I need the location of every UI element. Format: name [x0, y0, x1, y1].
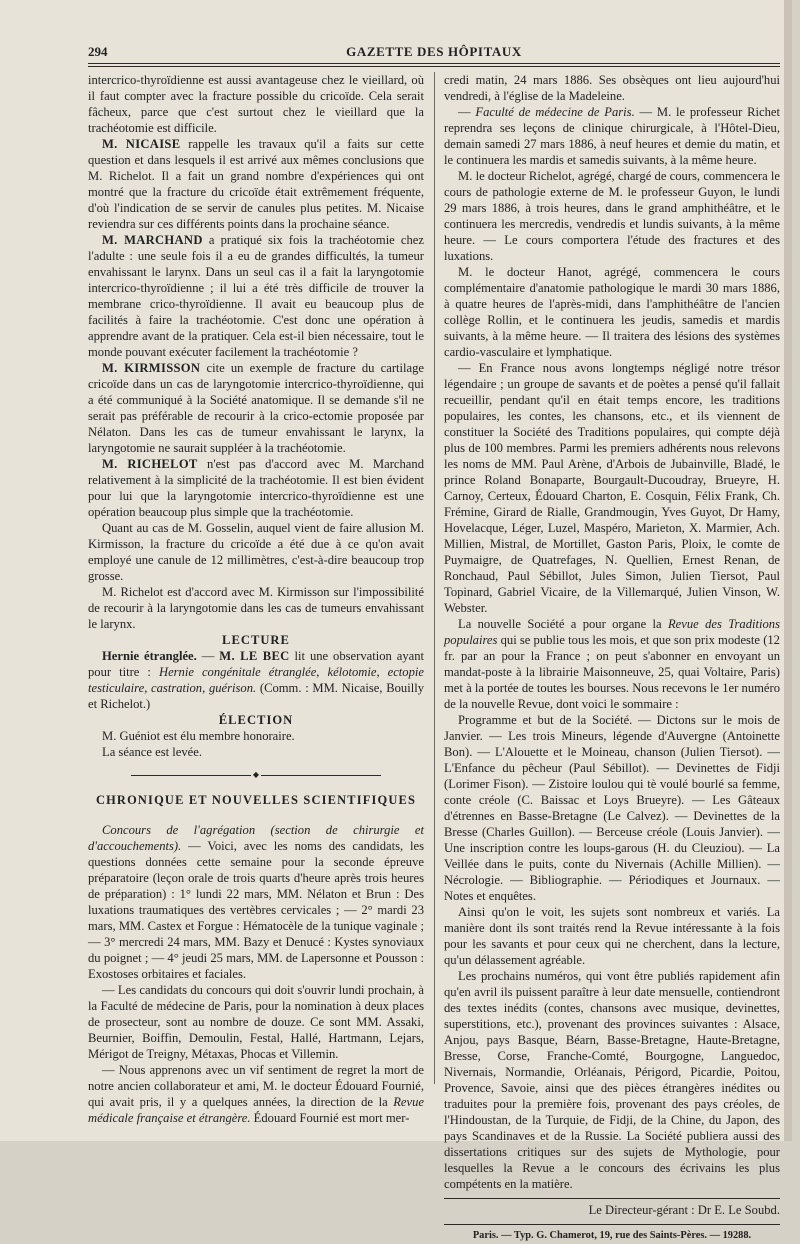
running-title: GAZETTE DES HÔPITAUX	[346, 44, 522, 59]
paragraph: — Faculté de médecine de Paris. — M. le professeur Richet reprendra ses leçons de clinique chirurgicale, à l'Hôtel-Dieu, demain samedi 27 mars 1886, à neuf heures et demie du matin, et le continuera les mardis et samedis suivants, à la même heure.	[444, 105, 780, 167]
right-column	[444, 72, 780, 1244]
speaker-name: M. NICAISE	[102, 137, 181, 151]
page-header	[88, 44, 780, 62]
observation-title: Hernie congénitale étranglée, kélotomie, ectopie testiculaire, castration, guérison.	[88, 665, 424, 695]
journal-title: Revue médicale française et étrangère.	[88, 1095, 424, 1125]
paragraph: La nouvelle Société a pour organe la Revue des Traditions populaires qui se publie tous les mois, et que son prix modeste (12 fr. par an pour la France ; on peut s'abonner en envoyant un mandat-poste à la librairie Maisonneuve, 25, quai Voltaire, Paris) met à la portée de toutes les bourses. Nous recevons le 1er numéro de la nouvelle Revue, dont voici le sommaire :	[444, 617, 781, 711]
paragraph: credi matin, 24 mars 1886. Ses obsèques ont lieu aujourd'hui vendredi, à l'église de la Madeleine.	[444, 73, 780, 103]
paragraph: M. le docteur Hanot, agrégé, commencera le cours complémentaire d'anatomie pathologique le mardi 30 mars 1886, à quatre heures de l'après-midi, dans l'amphithéâtre de l'ancien collège Rollin, et le continuera les jeudis, samedis et mardis suivants, à la même heure. — Il traitera des lésions des systèmes cardio-vasculaire et lymphatique.	[444, 265, 780, 359]
paragraph: — En France nous avons longtemps négligé notre trésor légendaire ; un groupe de savants et de poètes a pensé qu'il fallait recueillir, pendant qu'il en était temps encore, les traditions populaires, les contes, les chansons, etc., et ils viennent de constituer la Société des Traditions populaires, qui compte déjà plus de 100 membres. Parmi les premiers adhérents nous relevons les noms de MM. Paul Arène, d'Arbois de Jubainville, Bladé, le prince Roland Bonaparte, Bourgault-Ducoudray, Brueyre, H. Carnoy, Certeux, Édouard Charton, E. Cosquin, Félix Frank, Ch. Frémine, Girard de Rialle, Grandmougin, Yves Guyot, Dr Hamy, Hovelacque, Léger, Luzel, Maspéro, Marieton, X. Marmier, Ach. Millien, Mistral, de Mortillet, Gaston Paris, Ploix, le comte de Puymaigre, de Quatrefages, N. Quellien, Ernest Renan, de Ronchaud, Paul Sébillot, Jules Simon, Julien Tiersot, Paul Topinard, Gabriel Vicaire, de la Villemarqué, Julien Vinson, W. Webster.	[444, 361, 780, 615]
speaker-name: M. KIRMISSON	[102, 361, 201, 375]
column-separator	[434, 72, 435, 1084]
printer-rule	[444, 1224, 780, 1225]
ornament-divider: ◆	[88, 766, 424, 774]
speaker-name: M. MARCHAND	[102, 233, 203, 247]
paragraph: M. MARCHAND a pratiqué six fois la trachéotomie chez l'adulte : une seule fois il a eu de grandes difficultés, la tumeur envahissant le larynx. Dans un seul cas il a fait la laryngotomie intercrico-thyroïdienne ; il lui a été très difficile de trouver la membrane crico-thyroïdienne. Il avait eu beaucoup plus de facilités à faire la trachéotomie. C'est donc une opération à apprendre avant de la pratiquer. Cela est-il bien nécessaire, tout le monde pouvant exécuter facilement la trachéotomie ?	[88, 233, 424, 359]
printer-line: Paris. — Typ. G. Chamerot, 19, rue des Saints-Pères. — 19288.	[472, 1230, 752, 1241]
paragraph: M. RICHELOT n'est pas d'accord avec M. Marchand relativement à la simplicité de la trachéotomie. Il est bien évident pour lui que la laryngotomie intercrico-thyroïdienne est une opération beaucoup plus simple que la trachéotomie.	[88, 457, 424, 519]
header-rule-bottom	[88, 66, 780, 67]
paragraph: Quant au cas de M. Gosselin, auquel vient de faire allusion M. Kirmisson, la fracture du cricoïde a été due à ce qu'on avait employé une canule de 12 millimètres, c'est-à-dire beaucoup trop grosse.	[88, 521, 424, 583]
paragraph: Ainsi qu'on le voit, les sujets sont nombreux et variés. La manière dont ils sont traités rend la Revue intéressante à la fois pour les savants et pour ceux qui ne cherchent, dans la lecture, qu'un délassement agréable.	[444, 905, 780, 967]
speaker-name: M. LE BEC	[219, 649, 290, 663]
paragraph: M. Guéniot est élu membre honoraire.	[102, 729, 295, 743]
page-number: 294	[88, 44, 108, 59]
paragraph: Concours de l'agrégation (section de chirurgie et d'accouchements). — Voici, avec les noms des candidats, les questions données cette semaine pour la seconde épreuve préparatoire (leçon orale de trois quarts d'heure après trois heures de préparation) : 1° lundi 22 mars, MM. Nélaton et Brun : Des luxations traumatiques des vertèbres cervicales ; — 2° mardi 23 mars, MM. Castex et Forgue : Hématocèle de la tunique vaginale ; — 3° mercredi 24 mars, MM. Bazy et Denucé : Kystes synoviaux du poignet ; — 4° jeudi 25 mars, MM. de Lapersonne et Pousson : Exostoses orbitaires et faciales.	[88, 823, 424, 981]
paragraph: M. KIRMISSON cite un exemple de fracture du cartilage cricoïde dans un cas de laryngotomie intercrico-thyroïdienne, qui a été communiqué à la Société anatomique. Il se demande s'il ne serait pas préférable de recourir à la crico-ectomie proposée par Nélaton. Dans les cas de tumeur envahissant le larynx, la laryngotomie ne saurait suppléer à la trachéotomie.	[88, 361, 424, 455]
item-title: Faculté de médecine de Paris.	[475, 105, 635, 119]
signature-line: Le Directeur-gérant : Dr E. Le Soubd.	[588, 1203, 780, 1217]
paragraph: — Les candidats du concours qui doit s'ouvrir lundi prochain, à la Faculté de médecine de Paris, pour la nomination à deux places de prosecteur, sont au nombre de douze. Ce sont MM. Assaki, Beurnier, Boiffin, Demoulin, Festal, Hallé, Hartmann, Lejars, Mérigot de Treigny, Métaxas, Phocas et Villemin.	[88, 983, 424, 1061]
item-title: Hernie étranglée.	[102, 649, 197, 663]
paragraph: La séance est levée.	[102, 745, 202, 759]
page-edge	[784, 0, 792, 1141]
header-rule-top	[88, 63, 780, 64]
paragraph: Les prochains numéros, qui vont être publiés rapidement afin qu'en avril ils puissent paraître à leur date mensuelle, contiendront des textes inédits (contes, chansons avec musique, devinettes, superstitions, etc.), provenant des provinces suivantes : Alsace, Anjou, pays Basque, Béarn, Basse-Bretagne, Haute-Bretagne, Bresse, Corse, Franche-Comté, Bourgogne, Languedoc, Nivernais, Normandie, Orléanais, Périgord, Picardie, Poitou, Provence, Savoie, ainsi que des pièces étrangères inédites ou traduites pour la première fois, provenant des pays créoles, de l'Hindoustan, de la Turquie, de Fidji, de la Chine, du Japon, des pays Scandinaves et de la Russie. La Société publiera aussi des dissertations critiques sur des sujets de Mythologie, pour lesquelles la Revue a le concours des écrivains les plus compétents en la matière.	[444, 969, 780, 1191]
journal-title: Revue des Traditions populaires	[444, 617, 781, 647]
section-heading-election: ÉLECTION	[218, 713, 294, 727]
item-title: Concours de l'agrégation (section de chirurgie et d'accouchements).	[88, 823, 424, 853]
paragraph: — Nous apprenons avec un vif sentiment de regret la mort de notre ancien collaborateur et ami, M. le docteur Édouard Fournié, qui avait pris, il y a quelques années, la direction de la Revue médicale française et étrangère. Édouard Fournié est mort mer-	[88, 1063, 424, 1125]
paragraph: M. NICAISE rappelle les travaux qu'il a faits sur cette question et dans lesquels il est arrivé aux mêmes conclusions que M. Richelot. Il a fait un grand nombre d'expériences qui ont montré que la fracture du cricoïde était extrêmement fréquente, d'où l'indication de se servir de canules plus petites. M. Nicaise reviendra sur ces différents points dans la prochaine séance.	[88, 137, 424, 231]
speaker-name: M. RICHELOT	[102, 457, 198, 471]
paragraph: M. le docteur Richelot, agrégé, chargé de cours, commencera le cours de pathologie externe de M. le professeur Guyon, le lundi 29 mars 1886, à trois heures, dans le grand amphithéâtre, et le continuera les mercredis, vendredis et lundis suivants, à la même heure. — Le cours comportera l'étude des fractures et des luxations.	[444, 169, 780, 263]
section-heading-chronique: CHRONIQUE ET NOUVELLES SCIENTIFIQUES	[95, 793, 417, 807]
paragraph: M. Richelot est d'accord avec M. Kirmisson sur l'impossibilité de recourir à la laryngotomie dans les cas de tumeurs envahissant le larynx.	[88, 585, 424, 631]
signature-rule	[444, 1198, 780, 1199]
paragraph: Hernie étranglée. — M. LE BEC lit une observation ayant pour titre : Hernie congénitale étranglée, kélotomie, ectopie testiculaire, castration, guérison. (Comm. : MM. Nicaise, Bouilly et Richelot.)	[88, 649, 425, 711]
paragraph: Programme et but de la Société. — Dictons sur le mois de Janvier. — Les trois Mineurs, légende d'Auvergne (Antoinette Bon). — L'Alouette et le Moineau, chanson (Julien Tiersot). — L'Enfance du pêcheur (Paul Sébillot). — Devinettes de Fidji (Lorimer Fison). — Zistoire loulou qui tè voulé bourlé sa femme, conte créole (C. Baissac et Loys Brueyre). — Les Gâteaux d'étrennes en Basse-Bretagne (Le Calvez). — Devinettes de la Bresse (Charles Guillon). — Berceuse créole (Louis Janvier). — Une inscription contre les loups-garous (H. du Cleuziou). — La Veillée dans le puits, conte du Nivernais (Achille Millien). — Nécrologie. — Bibliographie. — Périodiques et Journaux. — Notes et enquêtes.	[444, 713, 780, 903]
section-heading-lecture: LECTURE	[222, 633, 290, 647]
left-column	[88, 72, 424, 1126]
paragraph: intercrico-thyroïdienne est aussi avantageuse chez le vieillard, où il faut compter avec la fracture possible du cricoïde. Cela serait fâcheux, parce que c'est surtout chez le vieillard que la trachéotomie est difficile.	[88, 73, 424, 135]
